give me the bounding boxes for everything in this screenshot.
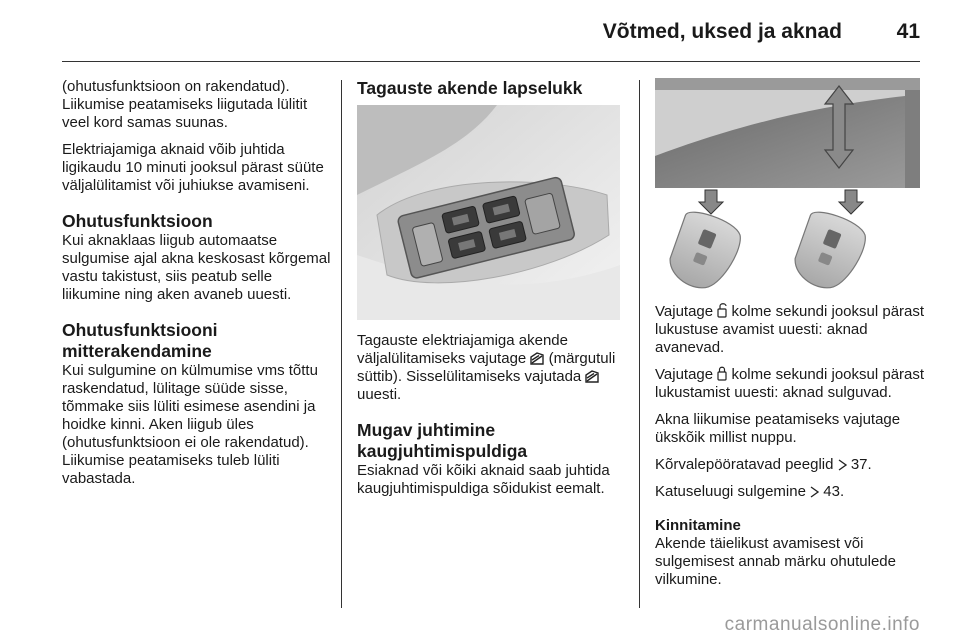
paragraph-child-lock: Tagauste elektriajamiga akende väljalülitamiseks vajutage (märgutuli süttib). Sisselülitamiseks vajutada uuesti. <box>357 332 616 403</box>
heading-safety-override: Ohutusfunktsiooni mitterakendamine <box>62 320 218 361</box>
watermark-text: carmanualsonline.info <box>724 614 920 635</box>
paragraph: Akende täielikust avamisest või sulgemisest annab märku ohutulede vilkumine. <box>655 535 896 588</box>
paragraph: Esiaknad või kõiki aknaid saab juhtida kaugjuhtimispuldiga sõidukist eemalt. <box>357 462 610 497</box>
paragraph: (ohutusfunktsioon on rakendatud). Liikumise peatamiseks liigutada lülitit veel kord samas suunas. <box>62 78 308 131</box>
header-rule <box>62 61 920 62</box>
column-2 <box>357 78 627 507</box>
paragraph: Kui aknaklaas liigub automaatse sulgumise ajal akna keskosast kõrgemal vastu takistust, siis peatub selle liikumine ning aken avaneb uuesti. <box>62 232 331 303</box>
heading-safety-function: Ohutusfunktsioon <box>62 211 213 231</box>
heading-child-lock: Tagauste akende lapselukk <box>357 78 583 98</box>
paragraph-mirror-ref: Kõrvalepööratavad peeglid 37. <box>655 456 872 473</box>
heading-confirmation: Kinnitamine <box>655 517 741 534</box>
page-number: 41 <box>896 20 920 43</box>
lock-icon <box>717 366 727 381</box>
paragraph: Akna liikumise peatamiseks vajutage ükskõik millist nuppu. <box>655 411 901 446</box>
paragraph-lock: Vajutage kolme sekundi jooksul pärast lukustamist uuesti: aknad sulguvad. <box>655 366 925 401</box>
section-title: Võtmed, uksed ja aknad <box>602 20 842 43</box>
window-lock-icon <box>585 370 599 383</box>
paragraph: Elektriajamiga aknaid võib juhtida ligikaudu 10 minuti jooksul pärast süüte väljalülitamist või juhiukse avamiseni. <box>62 141 324 194</box>
column-3 <box>655 78 925 598</box>
window-remote-key-illustration <box>655 78 920 293</box>
page-reference-icon <box>810 486 819 498</box>
paragraph-sunroof-ref: Katuseluugi sulgemine 43. <box>655 483 845 500</box>
column-divider <box>639 80 640 608</box>
column-divider <box>341 80 342 608</box>
page-reference-icon <box>838 459 847 471</box>
column-1 <box>62 78 334 497</box>
paragraph-unlock: Vajutage kolme sekundi jooksul pärast lukustuse avamist uuesti: aknad avanevad. <box>655 303 925 356</box>
heading-remote-control: Mugav juhtimine kaugjuhtimispuldiga <box>357 420 528 461</box>
unlock-icon <box>717 303 727 318</box>
window-lock-icon <box>530 352 544 365</box>
door-switch-illustration <box>357 105 620 320</box>
paragraph: Kui sulgumine on külmumise vms tõttu raskendatud, lülitage süüde sisse, tõmmake siis lüliti esimese asendini ja hoidke kinni. Aken liigub üles (ohutusfunktsioon ei ole rakendatud). Liikumise peatamiseks tuleb lüliti vabastada. <box>62 362 318 487</box>
